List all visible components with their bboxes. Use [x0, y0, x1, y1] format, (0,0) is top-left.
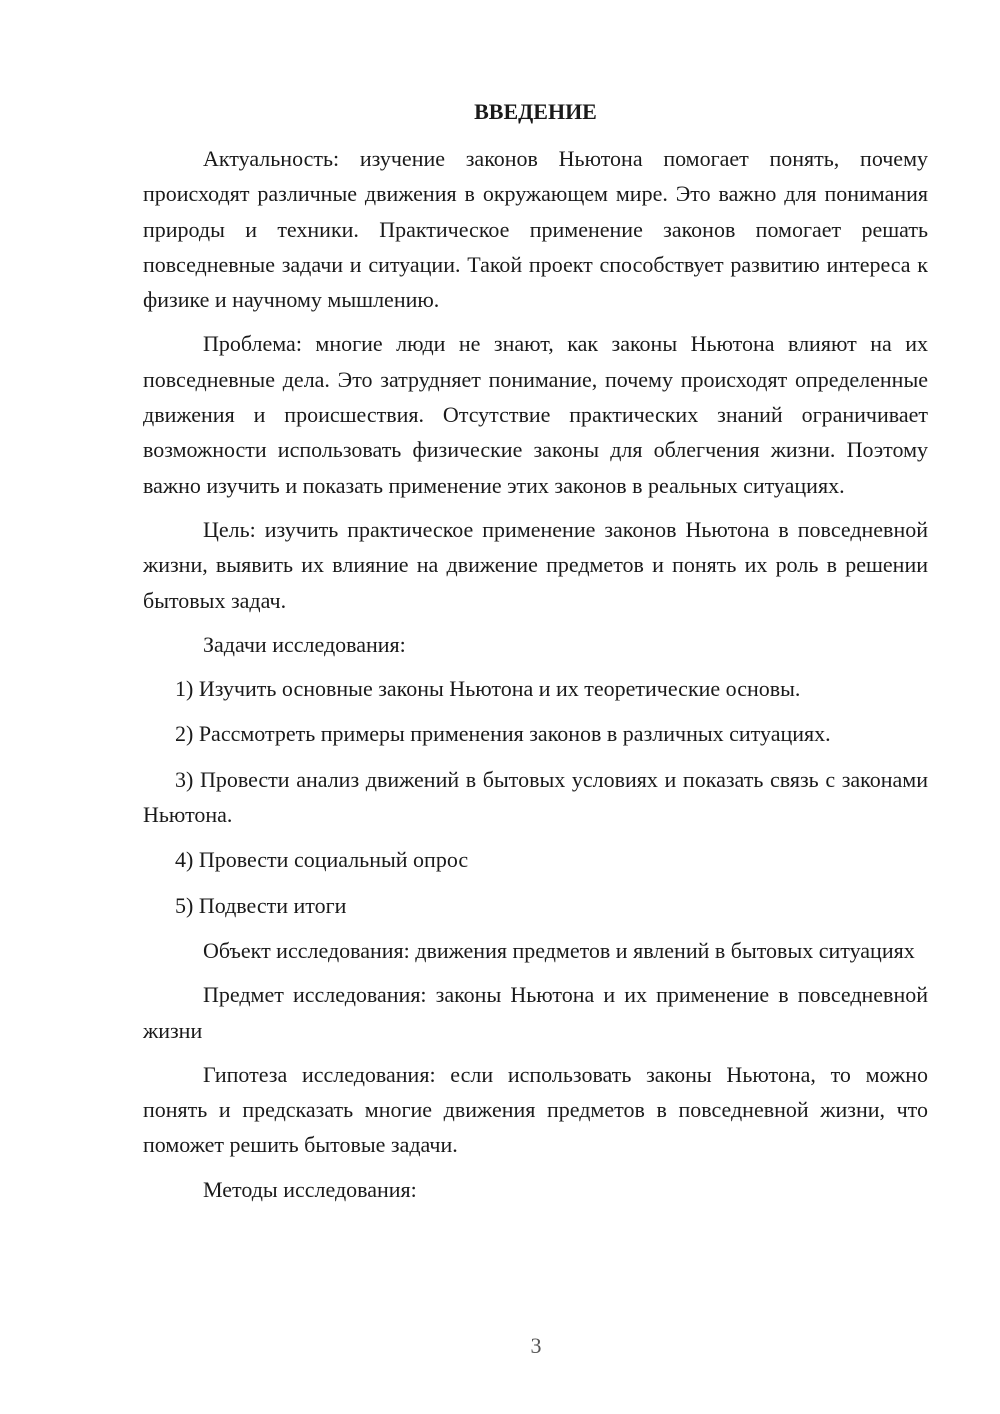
list-item: 4) Провести социальный опрос: [175, 847, 469, 873]
paragraph-subject: Предмет исследования: законы Ньютона и их применение в повседневной жизни: [143, 982, 928, 1043]
list-item: 2) Рассмотреть примеры применения законов в различных ситуациях.: [175, 721, 831, 747]
paragraph-object: Объект исследования: движения предметов и явлений в бытовых ситуациях: [203, 937, 915, 963]
paragraph-goal: Цель: изучить практическое применение законов Ньютона в повседневной жизни, выявить их влияние на движение предметов и понять их роль в решении бытовых задач.: [143, 516, 928, 613]
list-item: 3) Провести анализ движений в бытовых условиях и показать связь с законами Ньютона.: [143, 766, 928, 828]
list-item: 1) Изучить основные законы Ньютона и их теоретические основы.: [175, 676, 801, 702]
list-item: 5) Подвести итоги: [175, 892, 347, 918]
paragraph-relevance: Актуальность: изучение законов Ньютона помогает понять, почему происходят различные движения в окружающем мире. Это важно для понимания природы и техники. Практическое применение законов помогает решать повседневные задачи и ситуации. Такой проект способствует развитию интереса к физике и научному мышлению.: [143, 146, 928, 313]
tasks-label: Задачи исследования:: [203, 631, 406, 657]
paragraph-problem: Проблема: многие люди не знают, как законы Ньютона влияют на их повседневные дела. Это затрудняет понимание, почему происходят определенные движения и происшествия. Отсутствие практических знаний ограничивает возможности использовать физические законы для облегчения жизни. Поэтому важно изучить и показать применение этих законов в реальных ситуациях.: [143, 331, 928, 498]
paragraph-hypothesis: Гипотеза исследования: если использовать законы Ньютона, то можно понять и предсказать многие движения предметов в повседневной жизни, что поможет решить бытовые задачи.: [143, 1061, 928, 1158]
section-heading: ВВЕДЕНИЕ: [474, 99, 597, 124]
page-number: 3: [530, 1333, 542, 1358]
document-page: [143, 94, 928, 1216]
tasks-list: [143, 671, 928, 923]
paragraph-methods: Методы исследования:: [203, 1176, 417, 1202]
